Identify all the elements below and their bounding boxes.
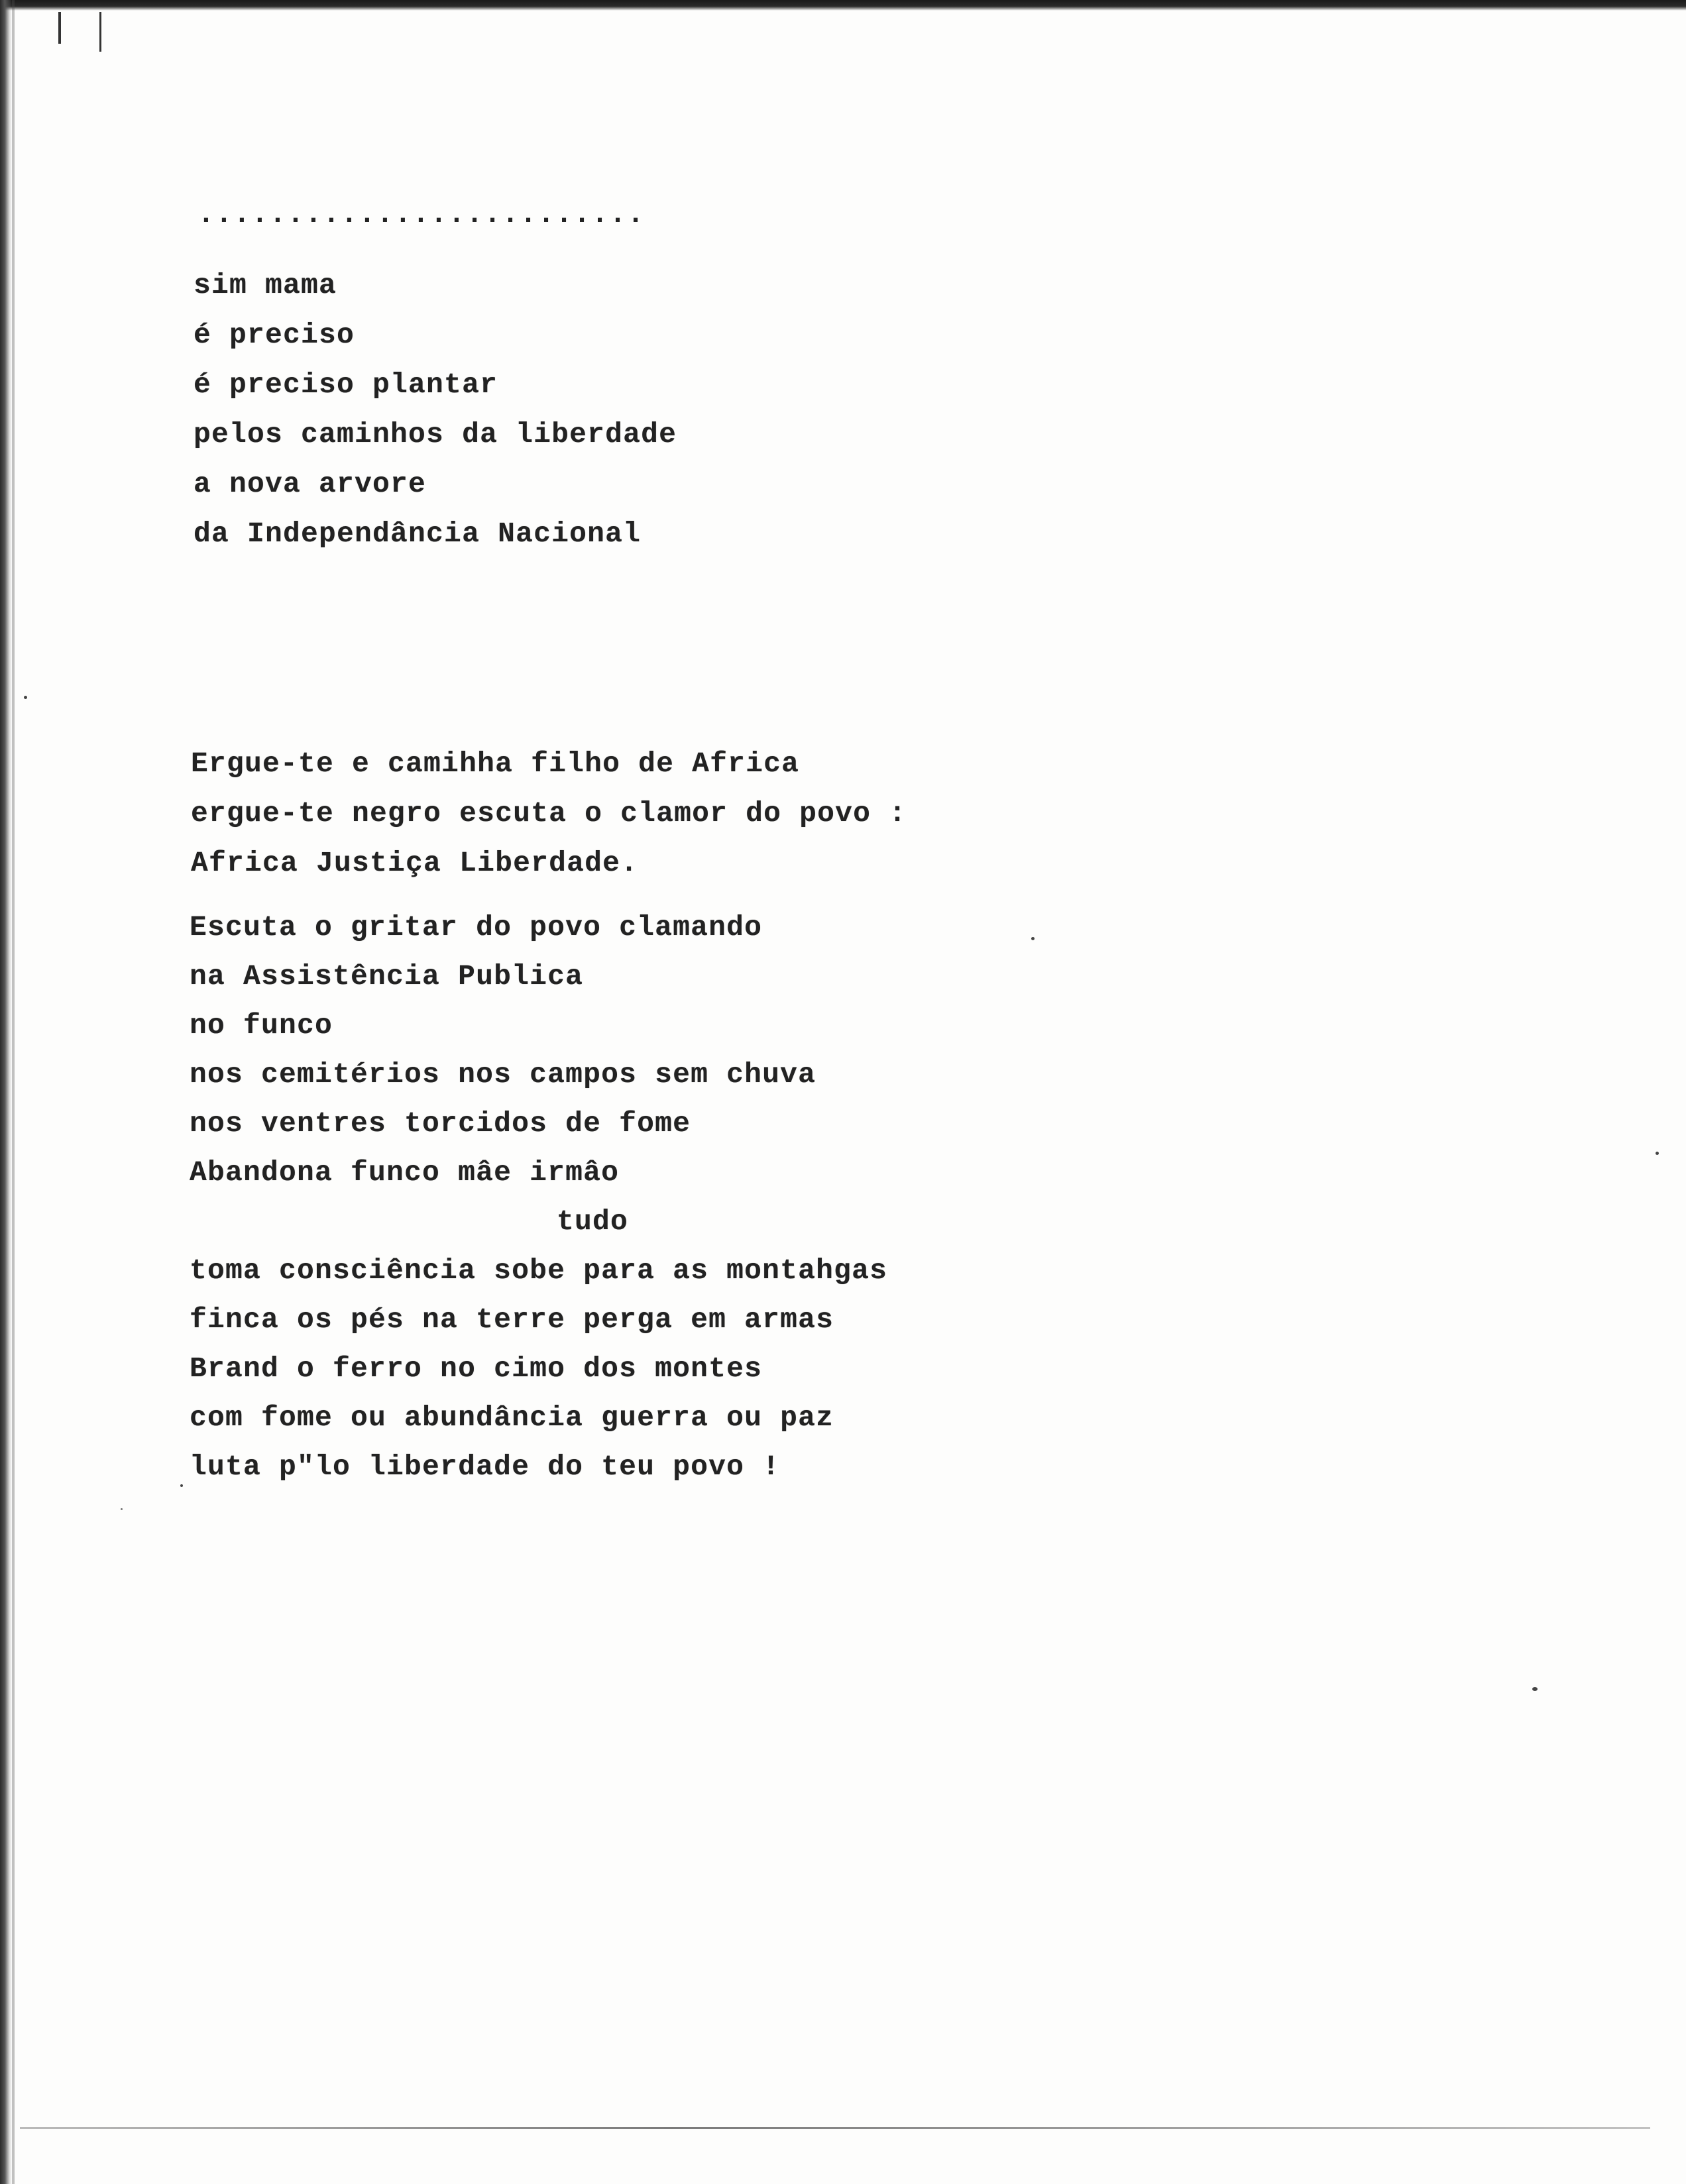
page-top-edge (0, 0, 1686, 11)
paper-speck (121, 1508, 123, 1510)
poem-line: luta p"lo liberdade do teu povo ! (190, 1450, 781, 1483)
paper-speck (1031, 937, 1035, 940)
corner-tick-mark (99, 12, 101, 52)
poem-line: é preciso plantar (194, 368, 498, 401)
dotted-separator: ......................... (197, 198, 646, 231)
poem-line: é preciso (194, 319, 355, 351)
paper-speck (1656, 1152, 1659, 1155)
poem-line: com fome ou abundância guerra ou paz (190, 1401, 834, 1434)
poem-line: a nova arvore (194, 468, 427, 500)
paper-speck (1532, 1687, 1538, 1691)
poem-line: Brand o ferro no cimo dos montes (190, 1352, 763, 1385)
poem-line: Africa Justiça Liberdade. (191, 847, 639, 879)
page-left-edge-shadow (12, 0, 15, 2184)
corner-tick-mark (58, 12, 61, 44)
poem-line: ergue-te negro escuta o clamor do povo : (191, 797, 907, 830)
paper-speck (24, 696, 27, 699)
poem-line: Ergue-te e camihha filho de Africa (191, 747, 800, 780)
poem-line: pelos caminhos da liberdade (194, 418, 677, 451)
poem-line: Abandona funco mâe irmâo (190, 1156, 620, 1189)
poem-line-indented: tudo (557, 1205, 629, 1238)
paper-speck (180, 1484, 183, 1487)
poem-line: na Assistência Publica (190, 960, 584, 993)
bottom-rule (20, 2127, 1650, 2129)
page-left-edge (0, 0, 12, 2184)
poem-line: da Independância Nacional (194, 518, 642, 550)
poem-line: sim mama (194, 269, 337, 301)
poem-line: toma consciência sobe para as montahgas (190, 1254, 888, 1287)
poem-line: nos ventres torcidos de fome (190, 1107, 691, 1140)
poem-line: no funco (190, 1009, 333, 1042)
poem-line: nos cemitérios nos campos sem chuva (190, 1058, 816, 1091)
poem-line: Escuta o gritar do povo clamando (190, 911, 763, 944)
poem-line: finca os pés na terre perga em armas (190, 1303, 834, 1336)
